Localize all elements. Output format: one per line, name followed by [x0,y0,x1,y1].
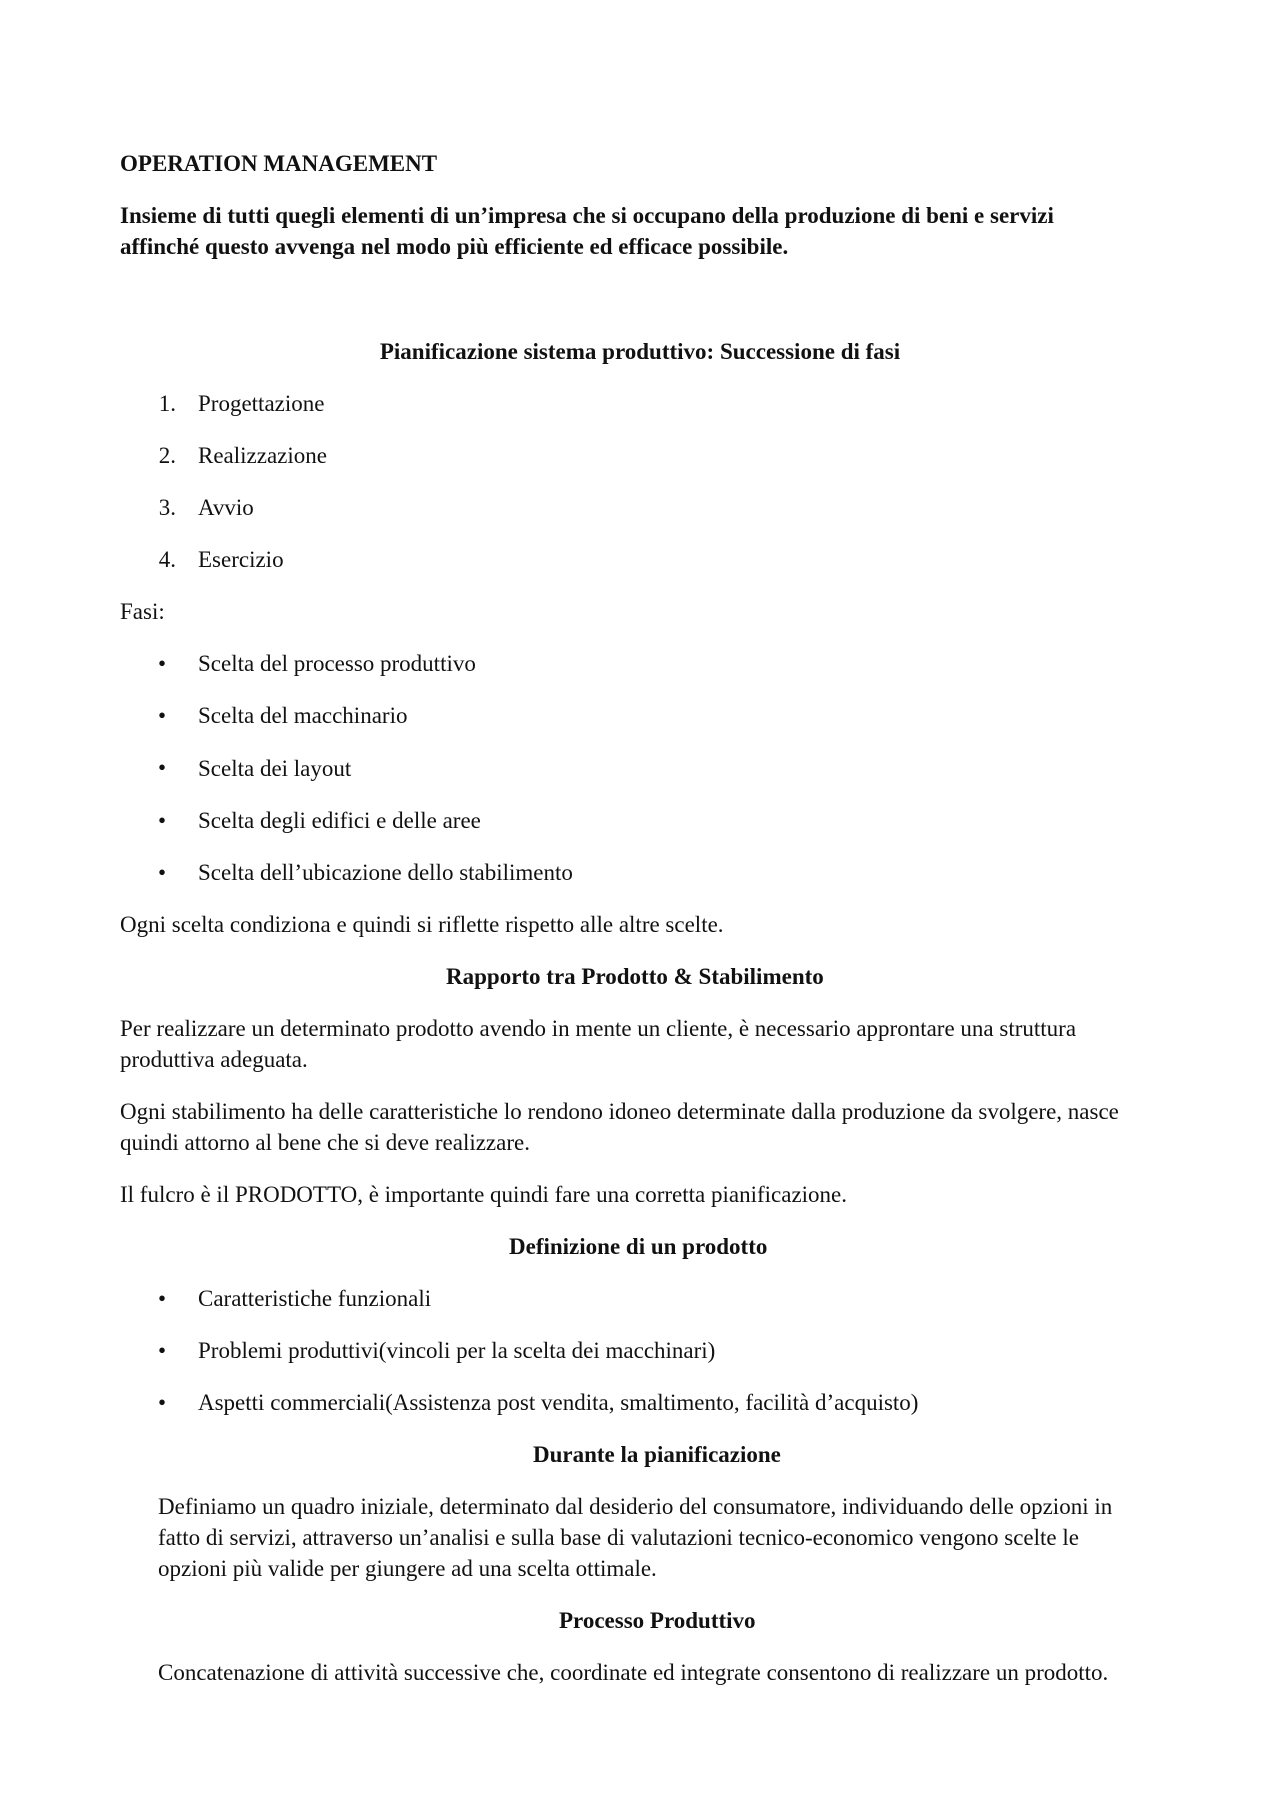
bullet-icon: • [158,860,167,885]
section-heading-processo: Processo Produttivo [559,1608,756,1633]
list-item: Realizzazione [198,443,327,468]
section-heading-pianificazione: Pianificazione sistema produttivo: Successione di fasi [379,339,901,364]
paragraph-line: produttiva adeguata. [120,1047,308,1072]
list-number: 2. [158,443,176,468]
definition-line-2: affinché questo avvenga nel modo più efficiente ed efficace possibile. [120,234,789,259]
bullet-icon: • [158,1390,167,1415]
list-number: 3. [158,495,176,520]
list-number: 4. [158,547,176,572]
paragraph-line: Per realizzare un determinato prodotto avendo in mente un cliente, è necessario approntare una struttura [120,1016,1077,1041]
definition-line-1: Insieme di tutti quegli elementi di un’impresa che si occupano della produzione di beni e servizi [120,203,1054,228]
list-item: Avvio [198,495,254,520]
section-heading-definizione: Definizione di un prodotto [509,1234,768,1259]
bullet-icon: • [158,1286,167,1311]
paragraph-line: fatto di servizi, attraverso un’analisi e sulla base di valutazioni tecnico-economico vengono scelte le [158,1525,1079,1550]
list-item: Esercizio [198,547,284,572]
bullet-icon: • [158,808,167,833]
list-item: Problemi produttivi(vincoli per la scelta dei macchinari) [198,1338,716,1363]
list-item: Progettazione [198,391,325,416]
bullet-icon: • [158,1338,167,1363]
bullet-icon: • [158,755,167,780]
list-item: Aspetti commerciali(Assistenza post vendita, smaltimento, facilità d’acquisto) [198,1390,919,1415]
fasi-label: Fasi: [120,599,165,624]
list-number: 1. [158,391,176,416]
paragraph: Il fulcro è il PRODOTTO, è importante quindi fare una corretta pianificazione. [120,1182,848,1207]
paragraph-line: Ogni stabilimento ha delle caratteristiche lo rendono idoneo determinate dalla produzione da svolgere, nasce [120,1099,1119,1124]
paragraph: Ogni scelta condiziona e quindi si riflette rispetto alle altre scelte. [120,912,724,937]
list-item: Scelta degli edifici e delle aree [198,808,481,833]
list-item: Scelta dell’ubicazione dello stabilimento [198,860,573,885]
paragraph-line: opzioni più valide per giungere ad una scelta ottimale. [158,1556,657,1581]
paragraph-line: quindi attorno al bene che si deve realizzare. [120,1130,530,1155]
section-heading-rapporto: Rapporto tra Prodotto & Stabilimento [446,964,824,989]
list-item: Scelta del macchinario [198,703,408,728]
list-item: Scelta dei layout [198,756,352,781]
paragraph: Concatenazione di attività successive che, coordinate ed integrate consentono di realizzare un prodotto. [158,1660,1109,1685]
list-item: Scelta del processo produttivo [198,651,476,676]
list-item: Caratteristiche funzionali [198,1286,432,1311]
bullet-icon: • [158,651,167,676]
document-title: OPERATION MANAGEMENT [120,151,438,176]
bullet-icon: • [158,703,167,728]
paragraph-line: Definiamo un quadro iniziale, determinato dal desiderio del consumatore, individuando delle opzioni in [158,1494,1113,1519]
section-heading-durante: Durante la pianificazione [533,1442,781,1467]
